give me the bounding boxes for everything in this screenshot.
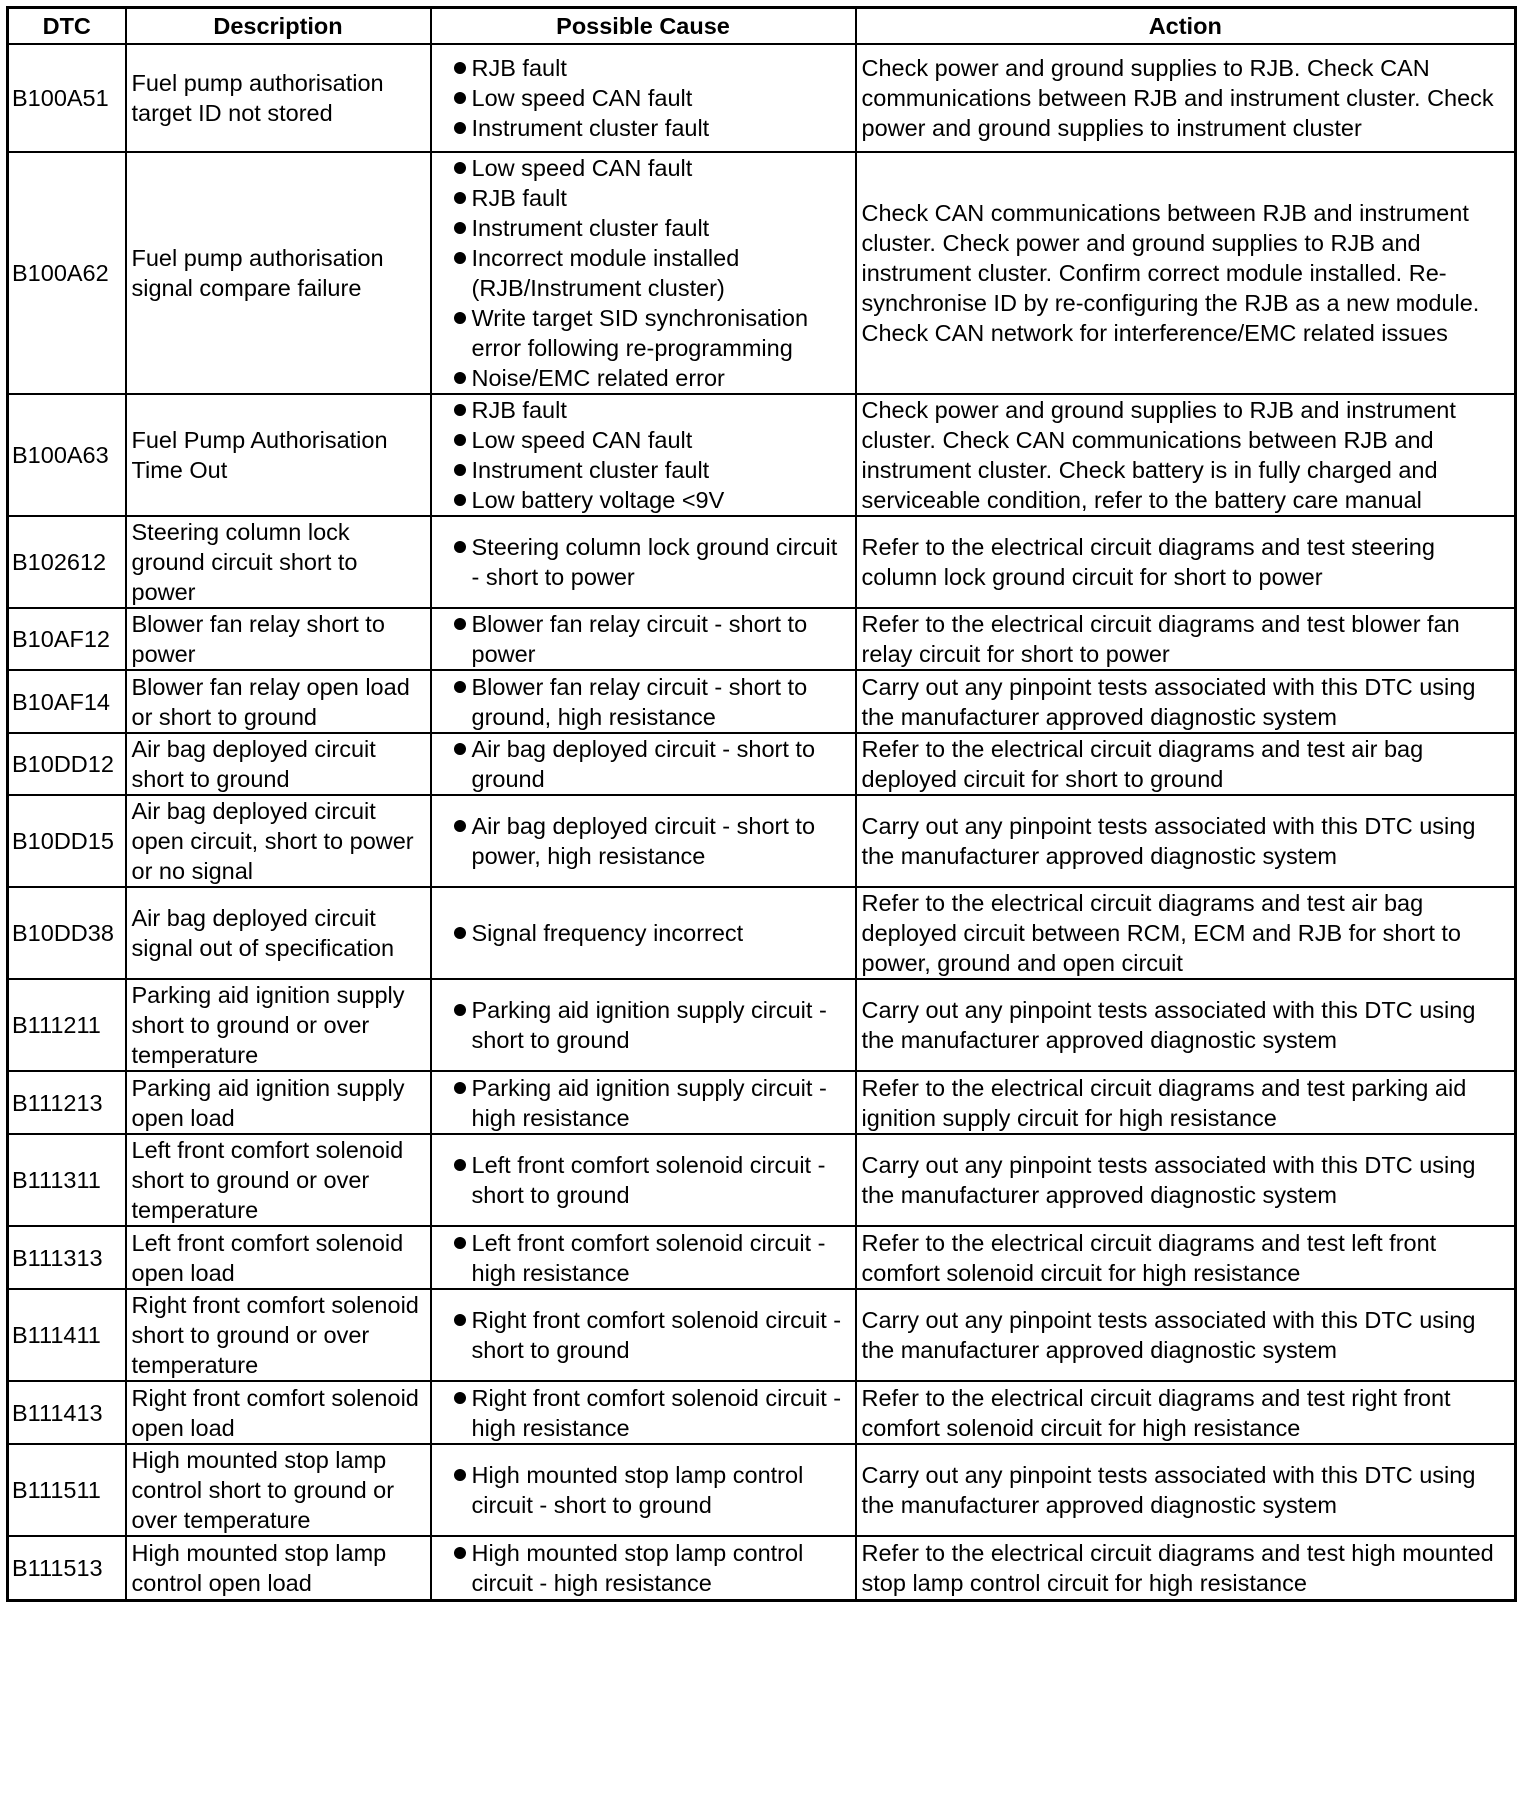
- table-row: [8, 670, 1516, 733]
- possible-cause-list: [434, 1150, 851, 1210]
- action-text: Refer to the electrical circuit diagrams and test high mounted stop lamp control circuit for high resistance: [856, 1536, 1516, 1600]
- possible-cause-list: [434, 1538, 851, 1598]
- action-text: Refer to the electrical circuit diagrams and test steering column lock ground circuit for short to power: [856, 516, 1516, 608]
- action-text: Carry out any pinpoint tests associated with this DTC using the manufacturer approved diagnostic system: [856, 795, 1516, 887]
- dtc-code: B10DD38: [8, 887, 126, 979]
- table-row: [8, 887, 1516, 979]
- possible-cause-item: Instrument cluster fault: [434, 455, 851, 485]
- table-row: [8, 1134, 1516, 1226]
- dtc-description: Right front comfort solenoid open load: [126, 1381, 431, 1444]
- possible-cause-list: [434, 1460, 851, 1520]
- dtc-code: B10DD12: [8, 733, 126, 795]
- possible-cause-item: RJB fault: [434, 395, 851, 425]
- table-row: [8, 1226, 1516, 1289]
- possible-cause-cell: [431, 733, 856, 795]
- dtc-code: B111211: [8, 979, 126, 1071]
- action-text: Refer to the electrical circuit diagrams and test right front comfort solenoid circuit for high resistance: [856, 1381, 1516, 1444]
- possible-cause-list: [434, 153, 851, 393]
- possible-cause-list: [434, 395, 851, 515]
- table-row: [8, 608, 1516, 670]
- possible-cause-cell: [431, 1071, 856, 1134]
- dtc-description: Left front comfort solenoid short to ground or over temperature: [126, 1134, 431, 1226]
- possible-cause-cell: [431, 670, 856, 733]
- dtc-description: Fuel pump authorisation target ID not stored: [126, 44, 431, 152]
- possible-cause-cell: [431, 1289, 856, 1381]
- possible-cause-list: [434, 811, 851, 871]
- table-row: [8, 1444, 1516, 1536]
- table-header: [8, 8, 1516, 45]
- possible-cause-list: [434, 1073, 851, 1133]
- possible-cause-list: [434, 609, 851, 669]
- action-text: Refer to the electrical circuit diagrams and test parking aid ignition supply circuit for high resistance: [856, 1071, 1516, 1134]
- dtc-description: Air bag deployed circuit short to ground: [126, 733, 431, 795]
- action-text: Carry out any pinpoint tests associated with this DTC using the manufacturer approved diagnostic system: [856, 1289, 1516, 1381]
- header-description: Description: [126, 8, 431, 45]
- possible-cause-item: Noise/EMC related error: [434, 363, 851, 393]
- possible-cause-cell: [431, 394, 856, 516]
- table-row: [8, 795, 1516, 887]
- possible-cause-item: Right front comfort solenoid circuit - short to ground: [434, 1305, 851, 1365]
- possible-cause-list: [434, 1383, 851, 1443]
- dtc-code: B10AF14: [8, 670, 126, 733]
- possible-cause-item: Instrument cluster fault: [434, 213, 851, 243]
- action-text: Carry out any pinpoint tests associated with this DTC using the manufacturer approved diagnostic system: [856, 1134, 1516, 1226]
- dtc-description: High mounted stop lamp control open load: [126, 1536, 431, 1600]
- dtc-code: B111413: [8, 1381, 126, 1444]
- possible-cause-cell: [431, 44, 856, 152]
- table-row: [8, 1536, 1516, 1600]
- possible-cause-item: RJB fault: [434, 183, 851, 213]
- possible-cause-list: [434, 918, 851, 948]
- possible-cause-cell: [431, 1226, 856, 1289]
- table-row: [8, 733, 1516, 795]
- possible-cause-item: Incorrect module installed (RJB/Instrument cluster): [434, 243, 851, 303]
- possible-cause-item: Blower fan relay circuit - short to power: [434, 609, 851, 669]
- table-row: [8, 979, 1516, 1071]
- dtc-description: Left front comfort solenoid open load: [126, 1226, 431, 1289]
- possible-cause-item: High mounted stop lamp control circuit - short to ground: [434, 1460, 851, 1520]
- possible-cause-item: Low speed CAN fault: [434, 153, 851, 183]
- action-text: Check CAN communications between RJB and instrument cluster. Check power and ground supplies to RJB and instrument cluster. Confirm correct module installed. Re-synchronise ID by re-configuring the RJB as a new module. Check CAN network for interference/EMC related issues: [856, 152, 1516, 394]
- dtc-description: High mounted stop lamp control short to ground or over temperature: [126, 1444, 431, 1536]
- possible-cause-cell: [431, 1444, 856, 1536]
- header-action: Action: [856, 8, 1516, 45]
- dtc-code: B111513: [8, 1536, 126, 1600]
- possible-cause-cell: [431, 516, 856, 608]
- dtc-description: Fuel Pump Authorisation Time Out: [126, 394, 431, 516]
- possible-cause-item: Low speed CAN fault: [434, 83, 851, 113]
- action-text: Carry out any pinpoint tests associated with this DTC using the manufacturer approved diagnostic system: [856, 979, 1516, 1071]
- dtc-description: Parking aid ignition supply open load: [126, 1071, 431, 1134]
- dtc-code: B111311: [8, 1134, 126, 1226]
- possible-cause-item: High mounted stop lamp control circuit - high resistance: [434, 1538, 851, 1598]
- possible-cause-item: Air bag deployed circuit - short to power, high resistance: [434, 811, 851, 871]
- possible-cause-list: [434, 734, 851, 794]
- action-text: Carry out any pinpoint tests associated with this DTC using the manufacturer approved diagnostic system: [856, 1444, 1516, 1536]
- possible-cause-item: Parking aid ignition supply circuit - short to ground: [434, 995, 851, 1055]
- dtc-code: B100A62: [8, 152, 126, 394]
- possible-cause-list: [434, 1305, 851, 1365]
- dtc-description: Right front comfort solenoid short to ground or over temperature: [126, 1289, 431, 1381]
- dtc-code: B100A51: [8, 44, 126, 152]
- possible-cause-list: [434, 1228, 851, 1288]
- dtc-code: B111213: [8, 1071, 126, 1134]
- action-text: Refer to the electrical circuit diagrams and test air bag deployed circuit between RCM, ECM and RJB for short to power, ground and open circuit: [856, 887, 1516, 979]
- possible-cause-item: Left front comfort solenoid circuit - high resistance: [434, 1228, 851, 1288]
- possible-cause-cell: [431, 1536, 856, 1600]
- table-body: [8, 44, 1516, 1600]
- possible-cause-cell: [431, 795, 856, 887]
- dtc-description: Blower fan relay short to power: [126, 608, 431, 670]
- header-row: [8, 8, 1516, 45]
- dtc-table: [6, 6, 1517, 1602]
- header-possible-cause: Possible Cause: [431, 8, 856, 45]
- action-text: Refer to the electrical circuit diagrams and test air bag deployed circuit for short to ground: [856, 733, 1516, 795]
- table-row: [8, 152, 1516, 394]
- dtc-code: B111411: [8, 1289, 126, 1381]
- possible-cause-item: Low speed CAN fault: [434, 425, 851, 455]
- possible-cause-item: Left front comfort solenoid circuit - short to ground: [434, 1150, 851, 1210]
- possible-cause-list: [434, 53, 851, 143]
- possible-cause-list: [434, 672, 851, 732]
- dtc-description: Air bag deployed circuit open circuit, short to power or no signal: [126, 795, 431, 887]
- possible-cause-item: Air bag deployed circuit - short to ground: [434, 734, 851, 794]
- table-row: [8, 394, 1516, 516]
- possible-cause-item: Parking aid ignition supply circuit - high resistance: [434, 1073, 851, 1133]
- possible-cause-item: Right front comfort solenoid circuit - high resistance: [434, 1383, 851, 1443]
- possible-cause-item: Write target SID synchronisation error following re-programming: [434, 303, 851, 363]
- action-text: Refer to the electrical circuit diagrams and test blower fan relay circuit for short to power: [856, 608, 1516, 670]
- header-dtc: DTC: [8, 8, 126, 45]
- possible-cause-cell: [431, 887, 856, 979]
- dtc-code: B10DD15: [8, 795, 126, 887]
- possible-cause-item: Blower fan relay circuit - short to ground, high resistance: [434, 672, 851, 732]
- table-row: [8, 1071, 1516, 1134]
- possible-cause-cell: [431, 979, 856, 1071]
- dtc-code: B10AF12: [8, 608, 126, 670]
- possible-cause-item: Steering column lock ground circuit - short to power: [434, 532, 851, 592]
- dtc-description: Steering column lock ground circuit short to power: [126, 516, 431, 608]
- action-text: Carry out any pinpoint tests associated with this DTC using the manufacturer approved diagnostic system: [856, 670, 1516, 733]
- possible-cause-list: [434, 995, 851, 1055]
- possible-cause-item: RJB fault: [434, 53, 851, 83]
- possible-cause-item: Low battery voltage <9V: [434, 485, 851, 515]
- dtc-document: [6, 6, 1517, 1602]
- possible-cause-cell: [431, 152, 856, 394]
- possible-cause-item: Signal frequency incorrect: [434, 918, 851, 948]
- table-row: [8, 1289, 1516, 1381]
- dtc-code: B100A63: [8, 394, 126, 516]
- possible-cause-list: [434, 532, 851, 592]
- dtc-description: Blower fan relay open load or short to ground: [126, 670, 431, 733]
- possible-cause-item: Instrument cluster fault: [434, 113, 851, 143]
- dtc-code: B111511: [8, 1444, 126, 1536]
- possible-cause-cell: [431, 1134, 856, 1226]
- dtc-description: Parking aid ignition supply short to ground or over temperature: [126, 979, 431, 1071]
- dtc-code: B102612: [8, 516, 126, 608]
- table-row: [8, 516, 1516, 608]
- table-row: [8, 1381, 1516, 1444]
- dtc-code: B111313: [8, 1226, 126, 1289]
- action-text: Refer to the electrical circuit diagrams and test left front comfort solenoid circuit for high resistance: [856, 1226, 1516, 1289]
- possible-cause-cell: [431, 608, 856, 670]
- table-row: [8, 44, 1516, 152]
- action-text: Check power and ground supplies to RJB. Check CAN communications between RJB and instrument cluster. Check power and ground supplies to instrument cluster: [856, 44, 1516, 152]
- dtc-description: Air bag deployed circuit signal out of specification: [126, 887, 431, 979]
- possible-cause-cell: [431, 1381, 856, 1444]
- dtc-description: Fuel pump authorisation signal compare failure: [126, 152, 431, 394]
- action-text: Check power and ground supplies to RJB and instrument cluster. Check CAN communications between RJB and instrument cluster. Check battery is in fully charged and serviceable condition, refer to the battery care manual: [856, 394, 1516, 516]
